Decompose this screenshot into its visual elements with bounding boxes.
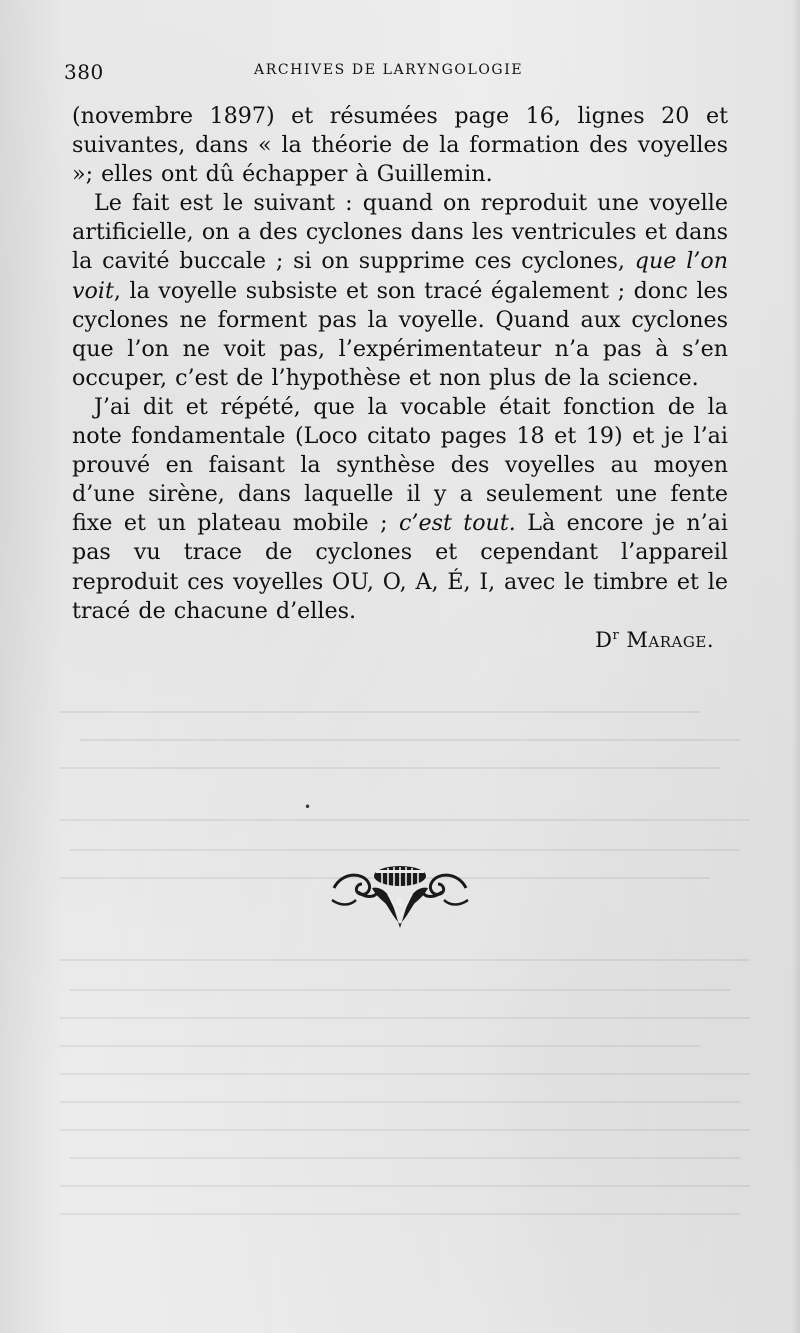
decorative-tailpiece-icon: [328, 862, 472, 930]
ornament-drawing: [328, 862, 472, 930]
paragraph-text: J’ai dit et répété, que la vocable était fonction de la note fondamentale (Loco citato pages 18 et 19) et je l’ai prouvé en faisant la synthèse des voyelles au moyen d’une sirène, dans laquelle il y a seulement une fente fixe et un plateau mobile ;: [72, 393, 728, 537]
paragraph-text: (novembre 1897) et résumées page 16, lignes 20 et suivantes, dans « la théorie de la formation des voyelles »; elles ont dû échapper à Guillemin.: [72, 103, 728, 188]
paragraph-continuation: [72, 102, 728, 189]
paragraph-text: Le fait est le suivant : quand on reproduit une voyelle artificielle, on a des cyclones dans les ventricules et dans la cavité buccale ; si on supprime ces cyclones,: [72, 190, 728, 275]
signature-prefix: D: [595, 628, 613, 652]
emphasis-text: que l’on voit: [72, 248, 728, 304]
paragraph-text: Là encore je n’ai pas vu trace de cyclones et cependant l’appareil reproduit ces voyelles OU, O, A, É, I, avec le timbre et le tracé de chacune d’elles.: [72, 510, 729, 624]
body-text: [72, 102, 728, 626]
paragraph: [72, 189, 728, 393]
author-signature: [595, 628, 714, 652]
running-head: [64, 60, 724, 86]
page-number: 380: [64, 60, 104, 84]
paragraph: [72, 393, 728, 626]
bleed-lines: [60, 700, 760, 1280]
bleed-through-texture: [60, 700, 760, 1280]
signature-superscript: r: [612, 628, 620, 643]
separator-mark: •: [304, 800, 312, 814]
journal-title: ARCHIVES DE LARYNGOLOGIE: [254, 62, 524, 78]
signature-name: Marage.: [626, 628, 714, 652]
paragraph-text: , la voyelle subsiste et son tracé également ; donc les cyclones ne forment pas la voyelle. Quand aux cyclones que l’on ne voit pas, l’expérimentateur n’a pas à s’en occuper, c’est de l’hypothèse et non plus de la science.: [72, 277, 728, 391]
emphasis-text: c’est tout.: [398, 510, 516, 537]
page-edge-shadow: [792, 0, 800, 1333]
